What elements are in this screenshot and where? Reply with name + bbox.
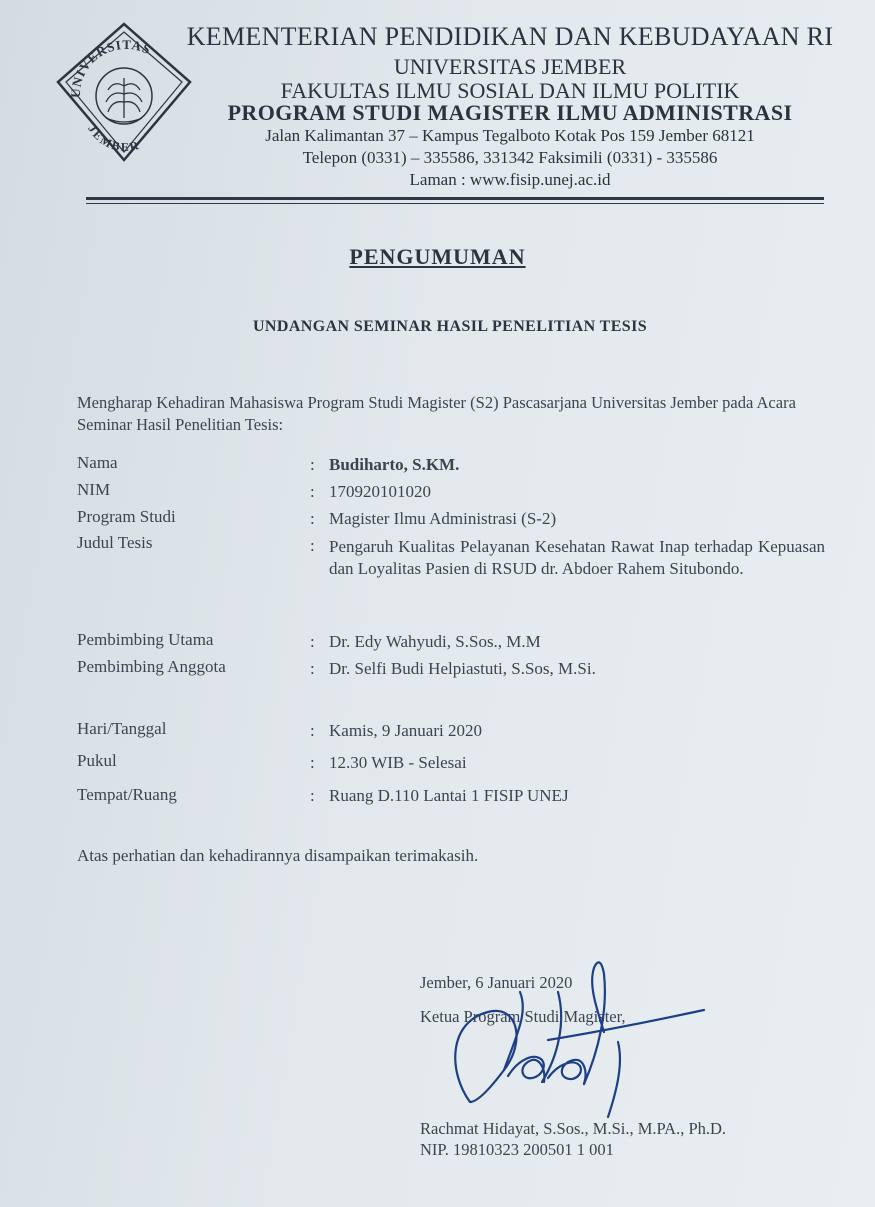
pembimbing-utama-label: Pembimbing Utama	[77, 630, 214, 649]
address-line: Jalan Kalimantan 37 – Kampus Tegalboto Kotak Pos 159 Jember 68121	[265, 126, 755, 145]
closing-sentence: Atas perhatian dan kehadirannya disampaikan terimakasih.	[77, 846, 479, 865]
hari-tanggal-value: Kamis, 9 Januari 2020	[329, 721, 482, 740]
pembimbing-anggota-value: Dr. Selfi Budi Helpiastuti, S.Sos, M.Si.	[329, 659, 596, 678]
university-seal-logo	[54, 20, 194, 162]
program-studi-separator: :	[310, 509, 315, 528]
nama-value: Budiharto, S.KM.	[329, 455, 460, 474]
nim-separator: :	[310, 482, 315, 501]
place-date: Jember, 6 Januari 2020	[420, 973, 573, 992]
website-line: Laman : www.fisip.unej.ac.id	[409, 170, 611, 189]
tempat-ruang-label: Tempat/Ruang	[77, 785, 177, 804]
tempat-ruang-value: Ruang D.110 Lantai 1 FISIP UNEJ	[329, 786, 569, 805]
hari-tanggal-separator: :	[310, 721, 315, 740]
handwritten-signature	[408, 952, 708, 1132]
pembimbing-anggota-separator: :	[310, 659, 315, 678]
svg-text:JEMBER	[85, 122, 142, 154]
pukul-separator: :	[310, 753, 315, 772]
university-name: UNIVERSITAS JEMBER	[393, 54, 627, 79]
signer-position: Ketua Program Studi Magister,	[420, 1007, 626, 1026]
faculty-name: FAKULTAS ILMU SOSIAL DAN ILMU POLITIK	[280, 78, 740, 103]
document-subtitle: UNDANGAN SEMINAR HASIL PENELITIAN TESIS	[252, 318, 648, 335]
ministry-name: KEMENTERIAN PENDIDIKAN DAN KEBUDAYAAN RI	[186, 22, 834, 51]
phone-line: Telepon (0331) – 335586, 331342 Faksimili (0331) - 335586	[302, 148, 718, 167]
judul-tesis-label: Judul Tesis	[77, 533, 153, 552]
pembimbing-anggota-label: Pembimbing Anggota	[77, 657, 226, 676]
letterhead-divider-thin	[86, 203, 824, 204]
pembimbing-utama-separator: :	[310, 632, 315, 651]
seal-bottom-text: JEMBER	[85, 122, 142, 155]
judul-tesis-separator: :	[310, 536, 315, 555]
nama-separator: :	[310, 455, 315, 474]
seal-top-text: UNIVERSITAS	[67, 36, 154, 99]
signer-name: Rachmat Hidayat, S.Sos., M.Si., M.PA., Ph.D.	[420, 1119, 727, 1138]
pembimbing-utama-value: Dr. Edy Wahyudi, S.Sos., M.M	[329, 632, 541, 651]
intro-paragraph: Mengharap Kehadiran Mahasiswa Program Studi Magister (S2) Pascasarjana Universitas Jember pada Acara Seminar Hasil Penelitian Tesis:	[77, 393, 796, 434]
nim-label: NIM	[77, 480, 111, 499]
judul-tesis-value: Pengaruh Kualitas Pelayanan Kesehatan Rawat Inap terhadap Kepuasan dan Loyalitas Pasien di RSUD dr. Abdoer Rahem Situbondo.	[329, 537, 825, 578]
program-name: PROGRAM STUDI MAGISTER ILMU ADMINISTRASI	[227, 100, 793, 125]
nim-value: 170920101020	[329, 482, 431, 501]
svg-text:UNIVERSITAS	[68, 37, 154, 98]
hari-tanggal-label: Hari/Tanggal	[77, 719, 167, 738]
pukul-value: 12.30 WIB - Selesai	[329, 753, 467, 772]
nama-label: Nama	[77, 453, 118, 472]
program-studi-value: Magister Ilmu Administrasi (S-2)	[329, 509, 557, 528]
tempat-ruang-separator: :	[310, 786, 315, 805]
program-studi-label: Program Studi	[77, 507, 176, 526]
pukul-label: Pukul	[77, 751, 117, 770]
signer-nip: NIP. 19810323 200501 1 001	[420, 1140, 614, 1159]
document-title: PENGUMUMAN	[349, 244, 526, 269]
letterhead-divider-thick	[86, 197, 824, 200]
